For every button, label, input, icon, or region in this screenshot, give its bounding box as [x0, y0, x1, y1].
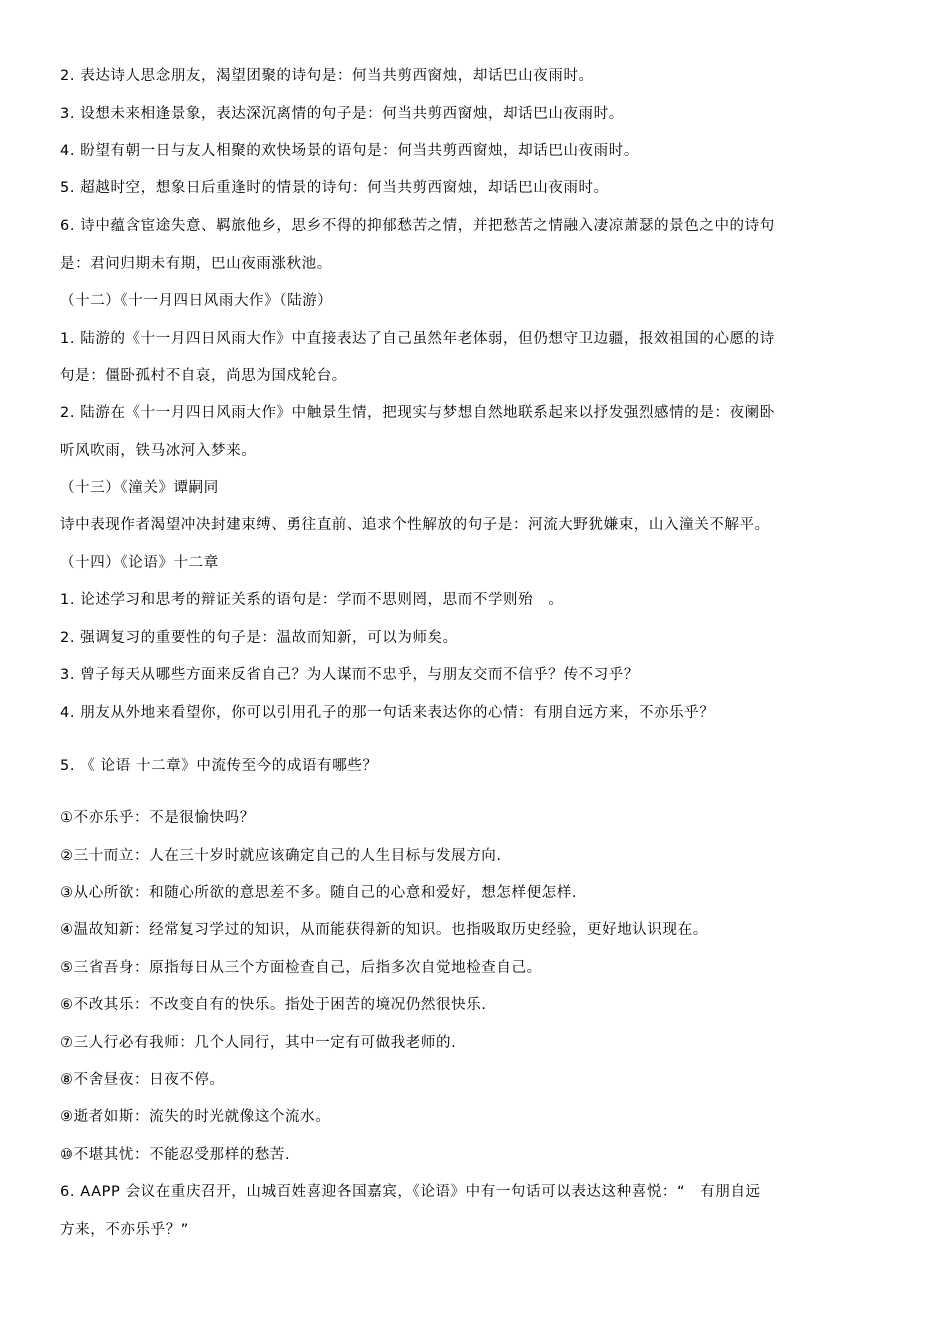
- idiom-item: ⑩不堪其忧：不能忍受那样的愁苦.: [60, 1147, 291, 1163]
- section-heading: （十二）《十一月四日风雨大作》（陆游）: [60, 293, 333, 309]
- idiom-item: ⑤三省吾身：原指每日从三个方面检查自己，后指多次自觉地检查自己。: [60, 960, 542, 976]
- section-heading: （十四）《论语》十二章: [60, 555, 219, 571]
- text-line: 6. AAPP 会议在重庆召开，山城百姓喜迎各国嘉宾，《论语》中有一句话可以表达这种喜悦：“ 有朋自远: [60, 1184, 761, 1200]
- text-line: 3. 设想未来相逢景象，表达深沉离情的句子是：何当共剪西窗烛，却话巴山夜雨时。: [60, 106, 624, 122]
- text-line: 5. 超越时空，想象日后重逢时的情景的诗句：何当共剪西窗烛，却话巴山夜雨时。: [60, 180, 609, 196]
- idiom-item: ⑦三人行必有我师：几个人同行，其中一定有可做我老师的.: [60, 1035, 457, 1051]
- text-line: 2. 表达诗人思念朋友，渴望团聚的诗句是：何当共剪西窗烛，却话巴山夜雨时。: [60, 68, 594, 84]
- text-line: 6. 诗中蕴含宦途失意、羁旅他乡，思乡不得的抑郁愁苦之情，并把愁苦之情融入凄凉萧瑟的景色之中的诗句: [60, 218, 775, 234]
- idiom-item: ⑧不舍昼夜：日夜不停。: [60, 1072, 225, 1088]
- idiom-item: ①不亦乐乎：不是很愉快吗？: [60, 810, 255, 826]
- text-line: 诗中表现作者渴望冲决封建束缚、勇往直前、追求个性解放的句子是：河流大野犹嫌束，山入潼关不解平。: [60, 517, 770, 533]
- text-line: 2. 强调复习的重要性的句子是：温故而知新，可以为师矣。: [60, 630, 458, 646]
- idiom-item: ⑨逝者如斯：流失的时光就像这个流水。: [60, 1109, 331, 1125]
- section-heading: （十三）《潼关》谭嗣同: [60, 480, 219, 496]
- text-line: 3. 曾子每天从哪些方面来反省自己？为人谋而不忠乎，与朋友交而不信乎？传不习乎？: [60, 667, 639, 683]
- text-line: 句是：僵卧孤村不自哀，尚思为国戍轮台。: [60, 368, 347, 384]
- text-line: 听风吹雨，铁马冰河入梦来。: [60, 443, 257, 459]
- text-line: 方来，不亦乐乎？”: [60, 1222, 189, 1238]
- text-line: 1. 陆游的《十一月四日风雨大作》中直接表达了自己虽然年老体弱，但仍想守卫边疆，报效祖国的心愿的诗: [60, 331, 775, 347]
- idiom-item: ④温故知新：经常复习学过的知识，从而能获得新的知识。也指吸取历史经验，更好地认识现在。: [60, 922, 708, 938]
- idiom-item: ③从心所欲：和随心所欲的意思差不多。随自己的心意和爱好，想怎样便怎样.: [60, 885, 578, 901]
- text-line: 是：君问归期未有期，巴山夜雨涨秋池。: [60, 256, 332, 272]
- idiom-item: ②三十而立：人在三十岁时就应该确定自己的人生目标与发展方向.: [60, 848, 502, 864]
- text-line: 4. 朋友从外地来看望你，你可以引用孔子的那一句话来表达你的心情：有朋自远方来，不亦乐乎？: [60, 705, 715, 721]
- text-line: 4. 盼望有朝一日与友人相聚的欢快场景的语句是：何当共剪西窗烛，却话巴山夜雨时。: [60, 143, 639, 159]
- text-line: 2. 陆游在《十一月四日风雨大作》中触景生情，把现实与梦想自然地联系起来以抒发强烈感情的是：夜阑卧: [60, 405, 775, 421]
- idiom-item: ⑥不改其乐：不改变自有的快乐。指处于困苦的境况仍然很快乐.: [60, 997, 487, 1013]
- text-line: 1. 论述学习和思考的辩证关系的语句是：学而不思则罔，思而不学则殆 。: [60, 592, 564, 608]
- text-line: 5. 《 论语 十二章》中流传至今的成语有哪些？: [60, 758, 378, 774]
